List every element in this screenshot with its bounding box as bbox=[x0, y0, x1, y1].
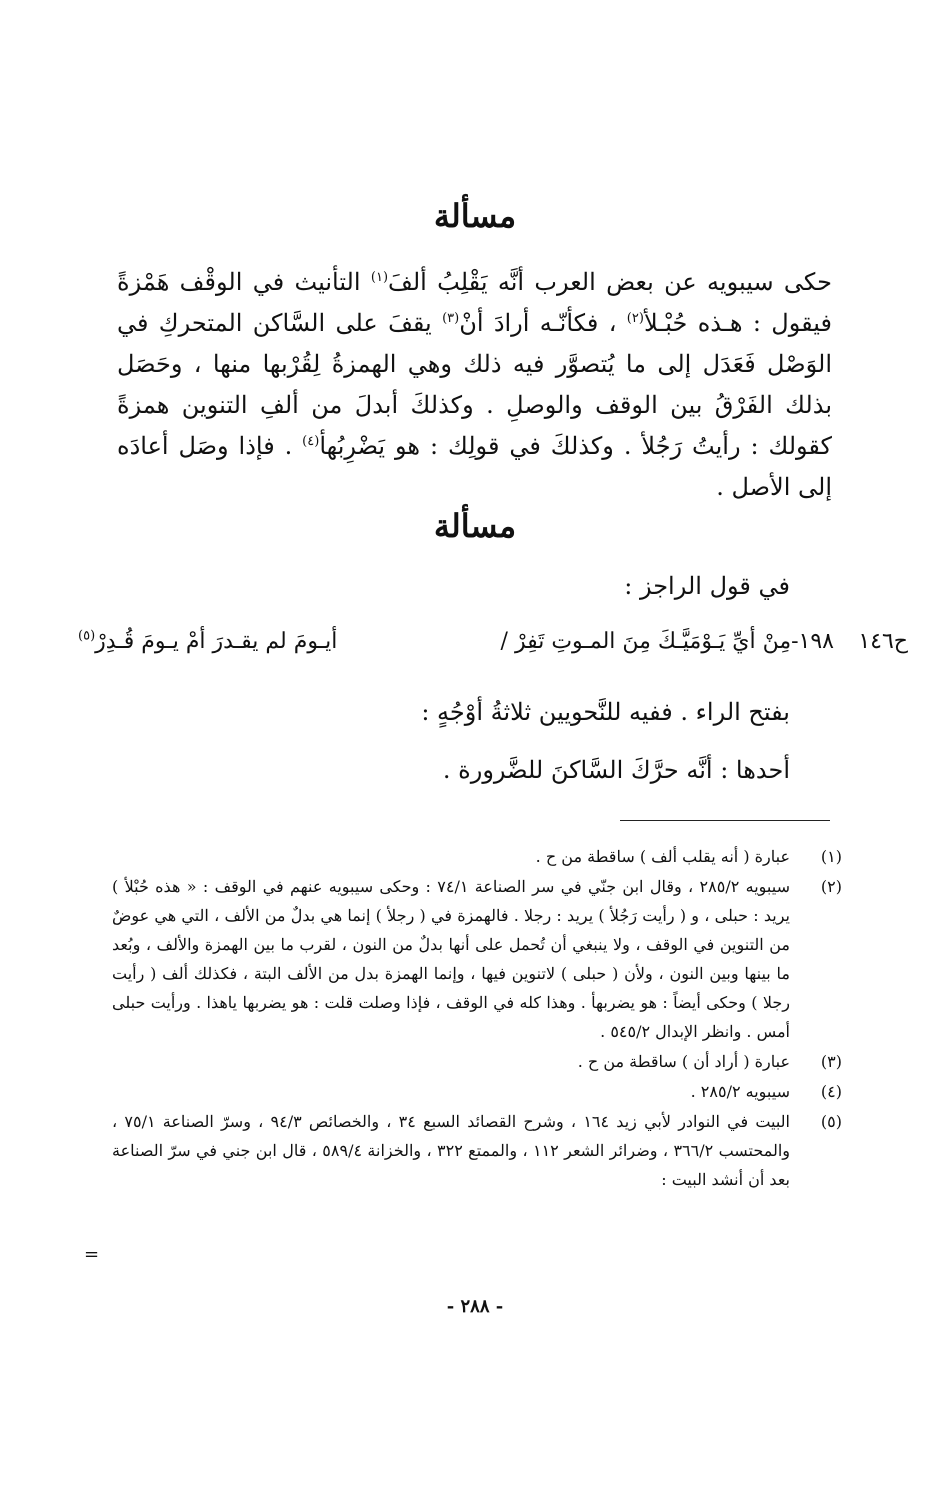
footnote-4 bbox=[112, 1077, 842, 1106]
footnote-number: (٤) bbox=[820, 1082, 842, 1101]
verse-intro: في قول الراجز : bbox=[624, 572, 790, 600]
footnote-number: (٢) bbox=[820, 877, 842, 896]
footnote-text: البيت في النوادر لأبي زيد ١٦٤ ، وشرح القصائد السبع ٣٤ ، والخصائص ٩٤/٣ ، وسرّ الصناعة ٧٥/١ ، والمحتسب ٣٦٦/٢ ، وضرائر الشعر ١١٢ ، والممتع ٣٢٢ ، والخزانة ٥٨٩/٤ ، قال ابن جني في سرّ الصناعة بعد أن أنشد البيت : bbox=[112, 1112, 791, 1189]
footnote-number: (٥) bbox=[820, 1112, 842, 1131]
section-heading-1: مسألة bbox=[433, 197, 517, 235]
footnote-3 bbox=[112, 1047, 842, 1076]
verse-explanation: بفتح الراء . ففيه للنَّحويين ثلاثةُ أوْجُهٍ : bbox=[421, 698, 790, 726]
footnote-ref-4: (٤) bbox=[302, 434, 320, 449]
paragraph-text-part-5: . فإذا وصَل أعادَه إلى الأصل . bbox=[117, 432, 832, 501]
verse-second-hemistich-group bbox=[78, 622, 337, 662]
verse-number: ١٩٨- bbox=[791, 629, 834, 654]
footnote-text: عبارة ( أنه يقلب ألف ) ساقطة من ح . bbox=[535, 847, 790, 866]
footnote-ref-2: (٢) bbox=[626, 311, 644, 326]
footnote-ref-3: (٣) bbox=[442, 311, 460, 326]
footnote-2 bbox=[112, 872, 842, 1046]
footnote-1 bbox=[112, 842, 842, 871]
section-heading-2: مسألة bbox=[433, 507, 517, 545]
section-1-paragraph bbox=[117, 262, 832, 508]
footnote-number: (١) bbox=[820, 847, 842, 866]
footnote-number: (٣) bbox=[820, 1052, 842, 1071]
paragraph-text-part-3: ، فكأنّـه أرادَ أنْ bbox=[459, 309, 627, 337]
footnote-text: عبارة ( أراد أن ) ساقطة من ح . bbox=[577, 1052, 790, 1071]
footnote-text: سيبويه ٢٨٥/٢ . bbox=[690, 1082, 790, 1101]
paragraph-text-part-1: حكى سيبويه عن بعض العرب أنَّه يَقْلِبُ ألفَ bbox=[388, 268, 832, 296]
verse-first-hemistich: مِنْ أيِّ يَـوْمَيَّـكَ مِنَ المـوتِ تَفِرْ / bbox=[500, 629, 792, 654]
footnotes bbox=[112, 842, 842, 1195]
paragraph-text-part-4: يقفَ على السَّاكن المتحركِ في الوَصْل فَعَدَل إلى ما يُتصوَّر فيه ذلك وهي الهمزةُ لِقُرْبها منها ، وحَصَل بذلك الفَرْقُ بين الوقف والوصلِ . وكذلكَ أبدلَ من ألفِ التنوين همزةً كقولك : رأيتُ رَجُلأ . وكذلكَ في قولِك : هو يَضْرِبُهأ bbox=[117, 309, 832, 460]
first-view: أحدها : أنَّه حرَّكَ السَّاكنَ للضَّرورة . bbox=[442, 756, 790, 784]
footnote-separator bbox=[620, 820, 830, 821]
footnote-continuation-mark: = bbox=[84, 1244, 100, 1265]
verse-first-hemistich-group bbox=[501, 622, 834, 662]
verse-second-hemistich: أيـومَ لم يقـدرَ أمْ يـومَ قُـدِرْ bbox=[95, 629, 338, 654]
footnote-ref-1: (١) bbox=[370, 270, 389, 285]
page-number: - ٢٨٨ - bbox=[446, 1296, 504, 1317]
footnote-text: سيبويه ٢٨٥/٢ ، وقال ابن جنّي في سر الصناعة ٧٤/١ : وحكى سيبويه عنهم في الوقف : « هذه حُبْلأ ) يريد : حبلى ، و ( رأيت رَجُلأ ) يريد : رجلا . فالهمزة في ( رجلأ ) إنما هي بدلٌ من الألف ، التي هي عوضٌ من التنوين في الوقف ، ولا ينبغي أن تُحمل على أنها بدلٌ من النون ، لقرب ما بين الهمزة والألف ، وبُعد ما بينها وبين النون ، ولأن ( حبلى ) لاتنوين فيها ، وإنما الهمزة بدل من الألف البتة ، فكذلك ألف ( رأيت رجلا ) وحكى أيضاً : هو يضربهأ . وهذا كله في الوقف ، فإذا وصلت قلت : هو يضربها ياهذا . ورأيت حبلى أمس . وانظر الإبدال ٥٤٥/٢ . bbox=[112, 877, 791, 1041]
paragraph-text-part-2: التأنيث في الوقْف هَمْزةً فيقول : هـذه حُبْـلأ bbox=[117, 268, 832, 337]
verse-line bbox=[78, 622, 908, 662]
verse-reference: ح١٤٦ bbox=[858, 629, 908, 654]
footnote-ref-5: (٥) bbox=[78, 628, 96, 644]
footnote-5 bbox=[112, 1107, 842, 1194]
